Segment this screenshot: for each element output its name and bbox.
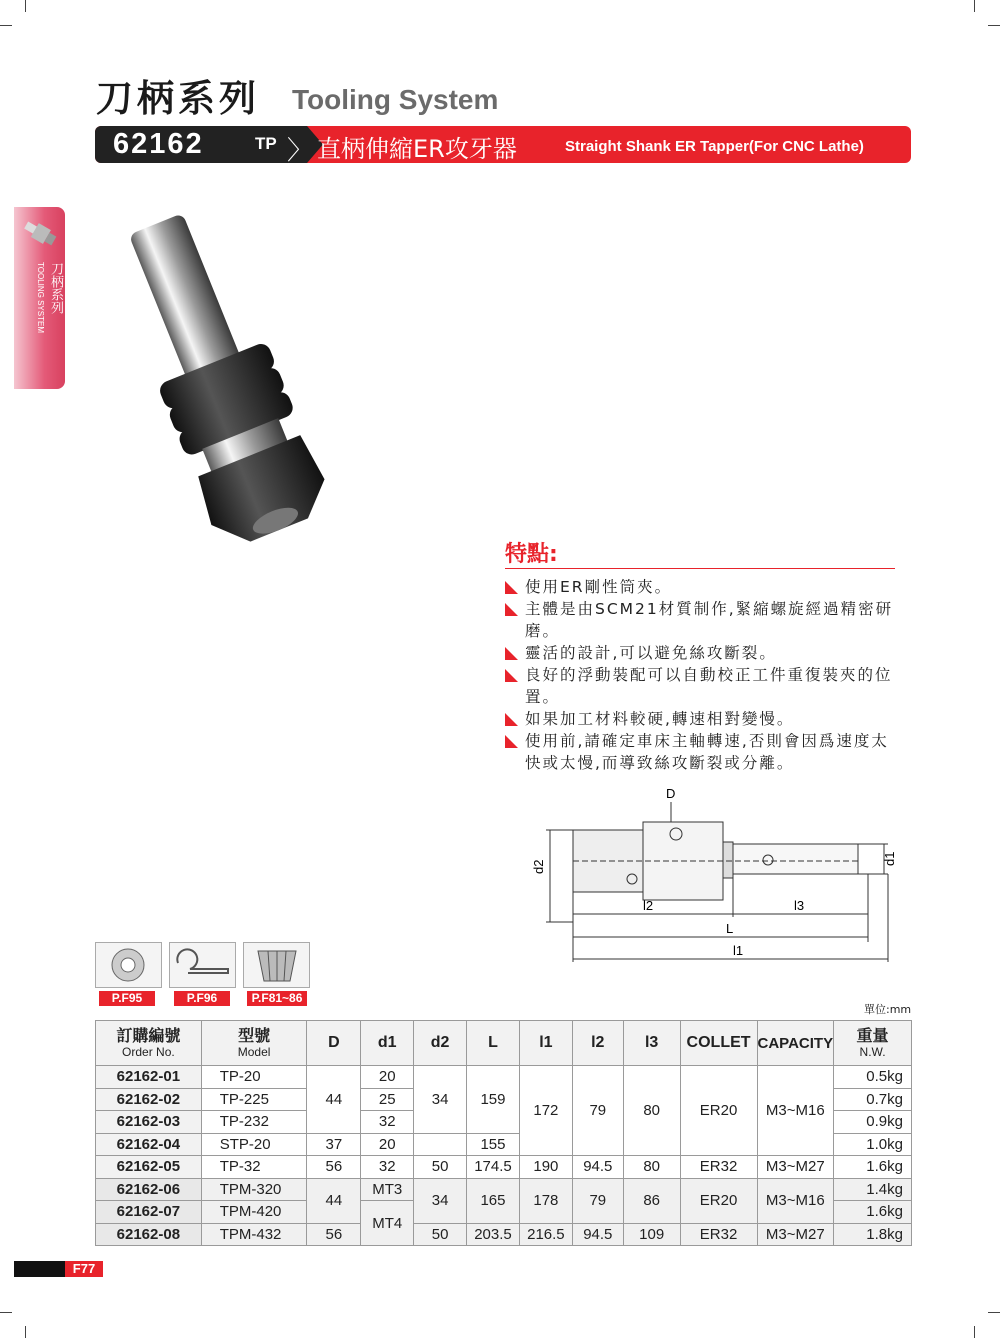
dim-label-D: D (666, 786, 676, 801)
nw-cell: 0.9kg (834, 1111, 912, 1134)
dimension-drawing (528, 782, 898, 967)
product-title-en: Straight Shank ER Tapper(For CNC Lathe) (565, 138, 864, 155)
crop-mark (25, 1326, 26, 1338)
col-collet: COLLET (680, 1021, 757, 1066)
nw-cell: 0.7kg (834, 1088, 912, 1111)
d2-cell: 50 (414, 1223, 467, 1246)
side-tab-label-cn: 刀柄系列 (48, 262, 63, 314)
nw-cell: 1.6kg (834, 1156, 912, 1179)
model-cell: STP-20 (201, 1133, 307, 1156)
col-model: 型號 Model (201, 1021, 307, 1066)
model-cell: TPM-432 (201, 1223, 307, 1246)
side-tab-label-en: TOOLING SYSTEM (36, 262, 45, 333)
D-cell: 44 (307, 1178, 361, 1223)
collet-cell: ER20 (680, 1066, 757, 1156)
model-cell: TP-232 (201, 1111, 307, 1134)
order-cell: 62162-04 (96, 1133, 202, 1156)
collet-cell: ER20 (680, 1178, 757, 1223)
triangle-bullet-icon (505, 735, 518, 748)
collet-cell: ER32 (680, 1156, 757, 1179)
nut-page-link[interactable]: P.F95 (99, 991, 155, 1006)
col-nw: 重量 N.W. (834, 1021, 912, 1066)
dim-label-l2: l2 (643, 898, 654, 913)
collet-page-link[interactable]: P.F81~86 (247, 991, 307, 1006)
product-title-cn: 直柄伸縮ER攻牙器 (317, 135, 517, 163)
l1-cell: 172 (519, 1066, 572, 1156)
model-cell: TP-20 (201, 1066, 307, 1089)
l3-cell: 80 (623, 1156, 680, 1179)
crop-mark (974, 0, 975, 12)
nw-cell: 1.4kg (834, 1178, 912, 1201)
nut-thumbnail[interactable] (95, 942, 162, 988)
nw-cell: 1.0kg (834, 1133, 912, 1156)
d2-cell (414, 1133, 467, 1156)
order-cell: 62162-01 (96, 1066, 202, 1089)
l2-cell: 79 (572, 1066, 623, 1156)
chevron-right-icon: 〉 (287, 136, 314, 166)
d2-cell: 50 (414, 1156, 467, 1179)
order-cell: 62162-05 (96, 1156, 202, 1179)
page-title-cn: 刀柄系列 (96, 77, 260, 120)
nw-cell: 1.8kg (834, 1223, 912, 1246)
feature-item (505, 576, 905, 598)
L-cell: 155 (467, 1133, 520, 1156)
dim-label-l1: l1 (733, 943, 744, 958)
feature-item (505, 730, 905, 774)
collet-thumbnail[interactable] (243, 942, 310, 988)
crop-mark (988, 1312, 1000, 1313)
d1-cell: 20 (361, 1133, 414, 1156)
model-cell: TP-32 (201, 1156, 307, 1179)
features-list (505, 576, 905, 774)
feature-text: 主體是由SCM21材質制作,緊縮螺旋經過精密研磨。 (525, 600, 894, 640)
crop-mark (0, 25, 12, 26)
D-cell: 56 (307, 1156, 361, 1179)
D-cell: 56 (307, 1223, 361, 1246)
d1-cell: 25 (361, 1088, 414, 1111)
collet-icon (244, 943, 309, 987)
capacity-cell: M3~M27 (757, 1223, 834, 1246)
product-series-tag: TP (255, 134, 277, 153)
nw-cell: 1.6kg (834, 1201, 912, 1224)
features-divider (505, 568, 895, 569)
col-d2: d2 (414, 1021, 467, 1066)
order-cell: 62162-08 (96, 1223, 202, 1246)
l1-cell: 190 (519, 1156, 572, 1179)
triangle-bullet-icon (505, 647, 518, 660)
collet-cell: ER32 (680, 1223, 757, 1246)
dim-label-l3: l3 (794, 898, 805, 913)
feature-item (505, 664, 905, 708)
feature-item (505, 598, 905, 642)
wrench-thumbnail[interactable] (169, 942, 236, 988)
L-cell: 203.5 (467, 1223, 520, 1246)
l3-cell: 109 (623, 1223, 680, 1246)
wrench-page-link[interactable]: P.F96 (174, 991, 230, 1006)
table-row (96, 1156, 912, 1179)
table-row (96, 1178, 912, 1201)
triangle-bullet-icon (505, 713, 518, 726)
col-l2: l2 (572, 1021, 623, 1066)
order-cell: 62162-02 (96, 1088, 202, 1111)
product-photo (128, 200, 508, 550)
col-d1: d1 (361, 1021, 414, 1066)
nw-cell: 0.5kg (834, 1066, 912, 1089)
feature-text: 如果加工材料較硬,轉速相對變慢。 (525, 710, 795, 728)
D-cell: 37 (307, 1133, 361, 1156)
col-D: D (307, 1021, 361, 1066)
order-cell: 62162-03 (96, 1111, 202, 1134)
D-cell: 44 (307, 1066, 361, 1134)
tool-holder-icon (20, 213, 60, 253)
col-L: L (467, 1021, 520, 1066)
d2-cell: 34 (414, 1178, 467, 1223)
d2-cell: 34 (414, 1066, 467, 1134)
d1-cell: MT4 (361, 1201, 414, 1246)
l2-cell: 79 (572, 1178, 623, 1223)
capacity-cell: M3~M27 (757, 1156, 834, 1179)
feature-item (505, 708, 905, 730)
page-number-bar (14, 1261, 65, 1277)
feature-text: 使用前,請確定車床主軸轉速,否則會因爲速度太快或太慢,而導致絲攻斷裂或分離。 (525, 732, 889, 772)
feature-text: 良好的浮動裝配可以自動校正工件重復裝夾的位置。 (525, 666, 893, 706)
table-row (96, 1066, 912, 1089)
product-code: 62162 (113, 128, 204, 160)
feature-item (505, 642, 905, 664)
L-cell: 174.5 (467, 1156, 520, 1179)
capacity-cell: M3~M16 (757, 1066, 834, 1156)
d1-cell: MT3 (361, 1178, 414, 1201)
l2-cell: 94.5 (572, 1223, 623, 1246)
l1-cell: 178 (519, 1178, 572, 1223)
dim-label-L: L (726, 921, 734, 936)
feature-text: 靈活的設計,可以避免絲攻斷裂。 (525, 644, 777, 662)
spec-table (95, 1020, 912, 1246)
page-title-en: Tooling System (292, 84, 499, 115)
model-cell: TP-225 (201, 1088, 307, 1111)
nut-icon (96, 943, 161, 987)
capacity-cell: M3~M16 (757, 1178, 834, 1223)
order-cell: 62162-06 (96, 1178, 202, 1201)
model-cell: TPM-320 (201, 1178, 307, 1201)
l1-cell: 216.5 (519, 1223, 572, 1246)
crop-mark (974, 1326, 975, 1338)
crop-mark (988, 25, 1000, 26)
triangle-bullet-icon (505, 581, 518, 594)
l2-cell: 94.5 (572, 1156, 623, 1179)
col-l3: l3 (623, 1021, 680, 1066)
L-cell: 159 (467, 1066, 520, 1134)
table-row (96, 1223, 912, 1246)
order-cell: 62162-07 (96, 1201, 202, 1224)
features-title: 特點: (505, 542, 558, 567)
model-cell: TPM-420 (201, 1201, 307, 1224)
L-cell: 165 (467, 1178, 520, 1223)
l3-cell: 86 (623, 1178, 680, 1223)
product-banner (95, 126, 911, 166)
crop-mark (25, 0, 26, 12)
page-number: F77 (65, 1261, 103, 1277)
col-l1: l1 (519, 1021, 572, 1066)
feature-text: 使用ER剛性筒夾。 (525, 578, 673, 596)
table-header-row (96, 1021, 912, 1066)
dim-label-d1: d1 (882, 851, 897, 866)
crop-mark (0, 1312, 12, 1313)
d1-cell: 32 (361, 1111, 414, 1134)
triangle-bullet-icon (505, 669, 518, 682)
l3-cell: 80 (623, 1066, 680, 1156)
col-order: 訂購編號 Order No. (96, 1021, 202, 1066)
unit-label: 單位:mm (864, 1003, 912, 1016)
col-capacity: CAPACITY (757, 1021, 834, 1066)
triangle-bullet-icon (505, 603, 518, 616)
d1-cell: 32 (361, 1156, 414, 1179)
dim-label-d2: d2 (531, 859, 546, 874)
wrench-icon (170, 943, 235, 987)
d1-cell: 20 (361, 1066, 414, 1089)
